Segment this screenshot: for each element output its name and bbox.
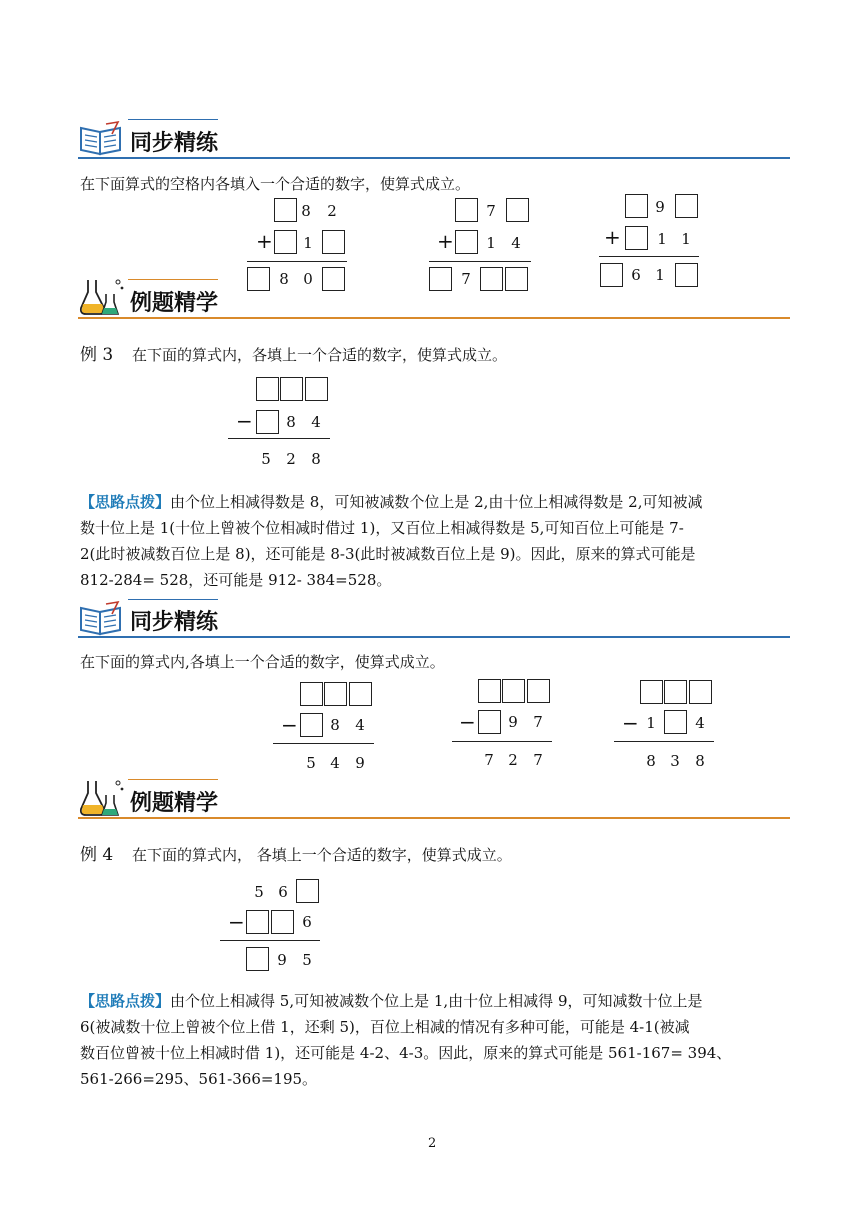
book-icon	[78, 600, 124, 636]
digit: 9	[277, 951, 287, 969]
blank-box[interactable]	[625, 194, 648, 218]
blank-box[interactable]	[505, 267, 528, 291]
plus-sign: +	[437, 229, 454, 253]
example-question: 在下面的算式内，各填上一个合适的数字，使算式成立。	[132, 346, 508, 364]
digit: 6	[631, 266, 641, 284]
hint-text: 数十位上是 1(十位上曾被个位相减时借过 1)，又百位上相减得数是 5,可知百位上可能是 7-	[80, 519, 684, 537]
section-title: 同步精练	[130, 131, 219, 156]
flask-icon	[78, 775, 126, 819]
digit: 4	[355, 716, 365, 734]
blank-box[interactable]	[625, 226, 648, 250]
hint-text: 由个位上相减得 5,可知被减数个位上是 1,由十位上相减得 9，可知减数十位上是	[170, 992, 703, 1010]
blank-box[interactable]	[274, 230, 297, 254]
digit: 7	[486, 202, 496, 220]
digit: 1	[646, 714, 656, 732]
blank-box[interactable]	[675, 263, 698, 287]
blank-box[interactable]	[246, 947, 269, 971]
digit: 1	[657, 230, 667, 248]
digit: 4	[511, 234, 521, 252]
digit: 5	[261, 450, 271, 468]
hint-text: 812-284= 528，还可能是 912- 384=528。	[80, 571, 392, 589]
instruction-text: 在下面算式的空格内各填入一个合适的数字，使算式成立。	[80, 175, 471, 193]
digit: 3	[670, 752, 680, 770]
digit: 7	[533, 713, 543, 731]
blank-box[interactable]	[675, 194, 698, 218]
hint-label: 【思路点拨】	[80, 992, 171, 1010]
blank-box[interactable]	[305, 377, 328, 401]
digit: 8	[311, 450, 321, 468]
digit: 5	[254, 883, 264, 901]
digit: 9	[508, 713, 518, 731]
blank-box[interactable]	[247, 267, 270, 291]
digit: 5	[306, 754, 316, 772]
hint-text: 6(被减数十位上曾被个位上借 1，还剩 5)，百位上相减的情况有多种可能，可能是 4-1(被减	[80, 1018, 690, 1036]
minus-sign: −	[236, 409, 253, 433]
digit: 8	[695, 752, 705, 770]
digit: 8	[286, 413, 296, 431]
solution-hint	[80, 489, 792, 593]
blank-box[interactable]	[478, 679, 501, 703]
example-label: 例 4	[80, 845, 114, 865]
digit: 4	[311, 413, 321, 431]
digit: 1	[486, 234, 496, 252]
digit: 0	[303, 270, 313, 288]
example-question: 在下面的算式内， 各填上一个合适的数字，使算式成立。	[132, 846, 512, 864]
blank-box[interactable]	[689, 680, 712, 704]
hint-label: 【思路点拨】	[80, 493, 171, 511]
minus-sign: −	[228, 910, 245, 934]
section-title: 同步精练	[130, 610, 219, 635]
digit: 8	[279, 270, 289, 288]
digit: 4	[695, 714, 705, 732]
book-icon	[78, 120, 124, 156]
flask-icon	[78, 274, 126, 318]
blank-box[interactable]	[664, 680, 687, 704]
blank-box[interactable]	[271, 910, 294, 934]
digit: 1	[655, 266, 665, 284]
blank-box[interactable]	[349, 682, 372, 706]
digit: 2	[286, 450, 296, 468]
blank-box[interactable]	[506, 198, 529, 222]
blank-box[interactable]	[480, 267, 503, 291]
digit: 9	[655, 198, 665, 216]
blank-box[interactable]	[300, 682, 323, 706]
blank-box[interactable]	[600, 263, 623, 287]
digit: 2	[508, 751, 518, 769]
digit: 8	[646, 752, 656, 770]
digit: 7	[484, 751, 494, 769]
minus-sign: −	[622, 711, 639, 735]
blank-box[interactable]	[322, 267, 345, 291]
digit: 1	[303, 234, 313, 252]
digit: 6	[278, 883, 288, 901]
section-title: 例题精学	[130, 291, 219, 316]
blank-box[interactable]	[322, 230, 345, 254]
digit: 5	[302, 951, 312, 969]
digit: 6	[302, 913, 312, 931]
digit: 7	[533, 751, 543, 769]
section-title: 例题精学	[130, 791, 219, 816]
hint-text: 2(此时被减数百位上是 8)，还可能是 8-3(此时被减数百位上是 9)。因此，原来的算式可能是	[80, 545, 696, 563]
example-label: 例 3	[80, 345, 114, 365]
blank-box[interactable]	[527, 679, 550, 703]
blank-box[interactable]	[256, 377, 279, 401]
digit: 2	[327, 202, 337, 220]
digit: 8	[301, 202, 311, 220]
page-number: 2	[428, 1136, 437, 1151]
hint-text: 由个位上相减得数是 8，可知被减数个位上是 2,由十位上相减得数是 2,可知被减	[170, 493, 703, 511]
blank-box[interactable]	[296, 879, 319, 903]
blank-box[interactable]	[324, 682, 347, 706]
minus-sign: −	[281, 713, 298, 737]
blank-box[interactable]	[640, 680, 663, 704]
blank-box[interactable]	[246, 910, 269, 934]
minus-sign: −	[459, 710, 476, 734]
blank-box[interactable]	[429, 267, 452, 291]
digit: 8	[330, 716, 340, 734]
blank-box[interactable]	[478, 710, 501, 734]
plus-sign: +	[256, 229, 273, 253]
solution-hint	[80, 988, 792, 1092]
digit: 4	[330, 754, 340, 772]
blank-box[interactable]	[502, 679, 525, 703]
plus-sign: +	[604, 225, 621, 249]
blank-box[interactable]	[455, 198, 478, 222]
blank-box[interactable]	[455, 230, 478, 254]
instruction-text: 在下面的算式内,各填上一个合适的数字，使算式成立。	[80, 653, 445, 671]
blank-box[interactable]	[256, 410, 279, 434]
digit: 7	[461, 270, 471, 288]
hint-text: 数百位曾被十位上相减时借 1)，还可能是 4-2、4-3。因此，原来的算式可能是 561-167= 394、	[80, 1044, 732, 1062]
blank-box[interactable]	[300, 713, 323, 737]
blank-box[interactable]	[280, 377, 303, 401]
blank-box[interactable]	[664, 710, 687, 734]
blank-box[interactable]	[274, 198, 297, 222]
digit: 1	[681, 230, 691, 248]
hint-text: 561-266=295、561-366=195。	[80, 1070, 318, 1088]
digit: 9	[355, 754, 365, 772]
